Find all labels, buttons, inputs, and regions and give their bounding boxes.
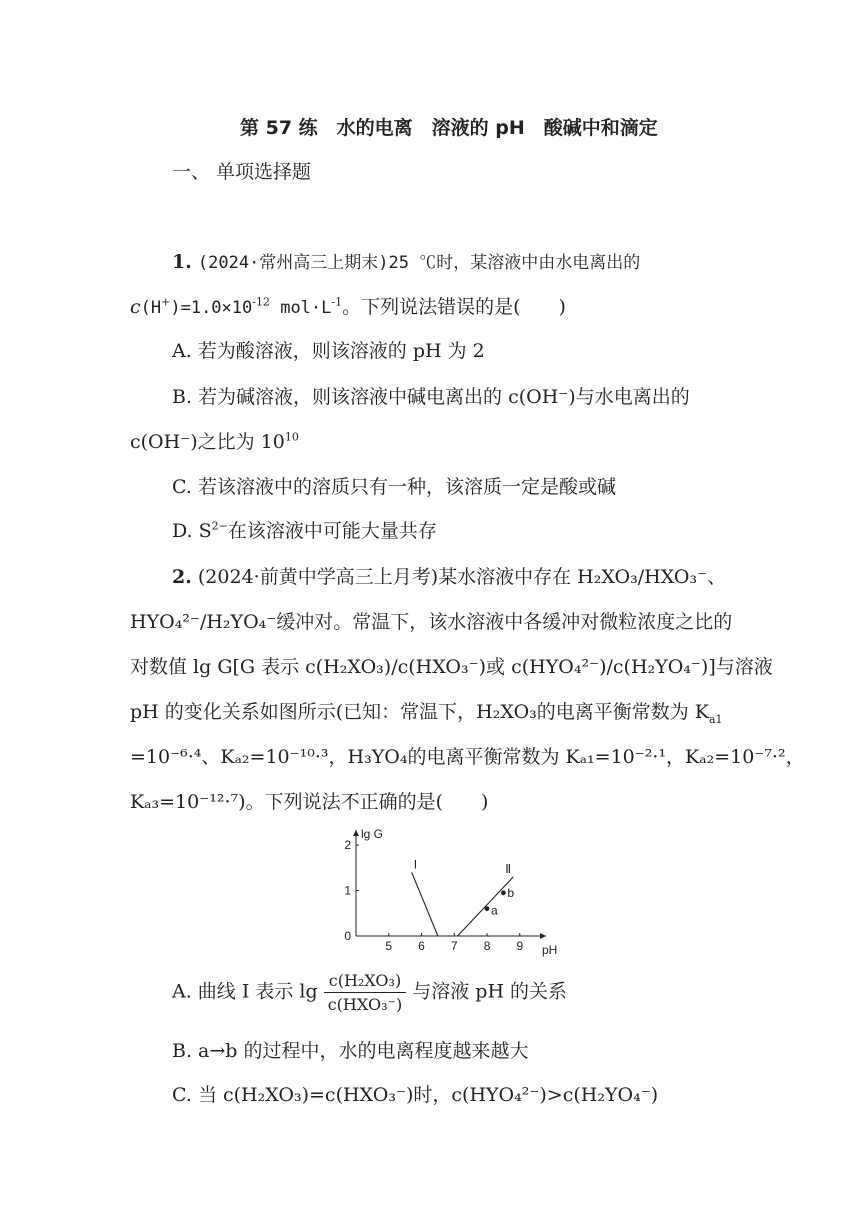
q1-option-c: C. 若该溶液中的溶质只有一种，该溶质一定是酸或碱 [172, 476, 616, 498]
q1-stem-line2: $c(H^+)=1.0\times 10^{-12}$ $mol\cdot L^{-1}$。下列说法错误的是( ) [130, 295, 566, 318]
data-point-a [485, 906, 490, 911]
q2-stem-line3: 对数值 lg G[G 表示 c(H₂XO₃)/c(HXO₃⁻)或 c(HYO₄²⁻)/c(H₂YO₄⁻)]与溶液 [130, 656, 773, 678]
y-axis-arrow [353, 830, 359, 836]
series-line-2 [458, 877, 514, 936]
q1-option-a: A. 若为酸溶液，则该溶液的 pH 为 2 [172, 340, 485, 362]
q2-number: 2. [172, 566, 192, 588]
q2-stem-line4: pH 的变化关系如图所示(已知：常温下，H₂XO₃的电离平衡常数为 $K_{a1}$ [130, 701, 723, 726]
q1-option-b-line1: B. 若为碱溶液，则该溶液中碱电离出的 c(OH⁻)与水电离出的 [172, 386, 690, 408]
data-point-label-a: a [491, 903, 498, 918]
q2-option-c: C. 当 c(H₂XO₃)=c(HXO₃⁻)时，c(HYO₄²⁻)>c(H₂YO₄⁻) [172, 1084, 659, 1106]
q2-stem-line2: HYO₄²⁻/H₂YO₄⁻缓冲对。常温下，该水溶液中各缓冲对微粒浓度之比的 [130, 611, 733, 633]
y-tick-label: 2 [344, 838, 351, 853]
x-axis-label: pH [542, 943, 558, 957]
q2-option-b: B. a→b 的过程中，水的电离程度越来越大 [172, 1040, 529, 1062]
q2-option-a: A. 曲线 I 表示 lg $\frac{\text{c(H₂XO₃)}}{\text{c(HXO₃⁻)}}$ 与溶液 pH 的关系 [172, 971, 568, 1014]
q2-option-a-fraction: $\frac{\text{c(H₂XO₃)}}{\text{c(HXO₃⁻)}}$ [324, 972, 406, 1013]
x-tick-label: 8 [483, 939, 491, 953]
page-title: 第 57 练 水的电离 溶液的 pH 酸碱中和滴定 [240, 117, 658, 139]
series-line-1 [412, 872, 438, 936]
q1-option-d: D. $S^{2-}$在该溶液中可能大量共存 [172, 519, 437, 542]
q1-source: (2024·常州高三上期末) [197, 253, 389, 273]
series-label-2: Ⅱ [505, 861, 512, 876]
x-tick-label: 9 [516, 939, 524, 953]
q2-stem-line5: =10⁻⁶·⁴、Kₐ₂=10⁻¹⁰·³，H₃YO₄的电离平衡常数为 Kₐ₁=10⁻²·¹，Kₐ₂=10⁻⁷·²， [130, 746, 805, 768]
x-axis-arrow [540, 933, 546, 939]
y-tick-label: 1 [344, 883, 351, 898]
x-tick-label: 5 [385, 939, 393, 953]
y-tick-label: 0 [344, 929, 351, 943]
x-tick-label: 6 [418, 939, 425, 953]
section-heading: 一、 单项选择题 [172, 161, 312, 183]
q1-stem-line1 [172, 253, 640, 272]
q2-stem-line1: 2. (2024·前黄中学高三上月考)某水溶液中存在 H₂XO₃/HXO₃⁻、 [172, 566, 727, 588]
series-label-1: I [413, 857, 418, 872]
data-point-b [501, 890, 506, 895]
data-point-label-b: b [507, 885, 515, 900]
q1-stem-a: 25 ℃时，某溶液中由水电离出的 [388, 253, 641, 273]
y-axis-label: lg G [361, 828, 384, 841]
q1-option-b-line2: c(OH⁻)之比为 $10^{10}$ [130, 430, 299, 453]
x-tick-label: 7 [450, 939, 458, 953]
q2-stem-line6: Kₐ₃=10⁻¹²·⁷)。下列说法不正确的是( ) [130, 791, 489, 813]
lgG-vs-pH-chart [338, 828, 558, 958]
q1-number: 1. [172, 251, 192, 273]
